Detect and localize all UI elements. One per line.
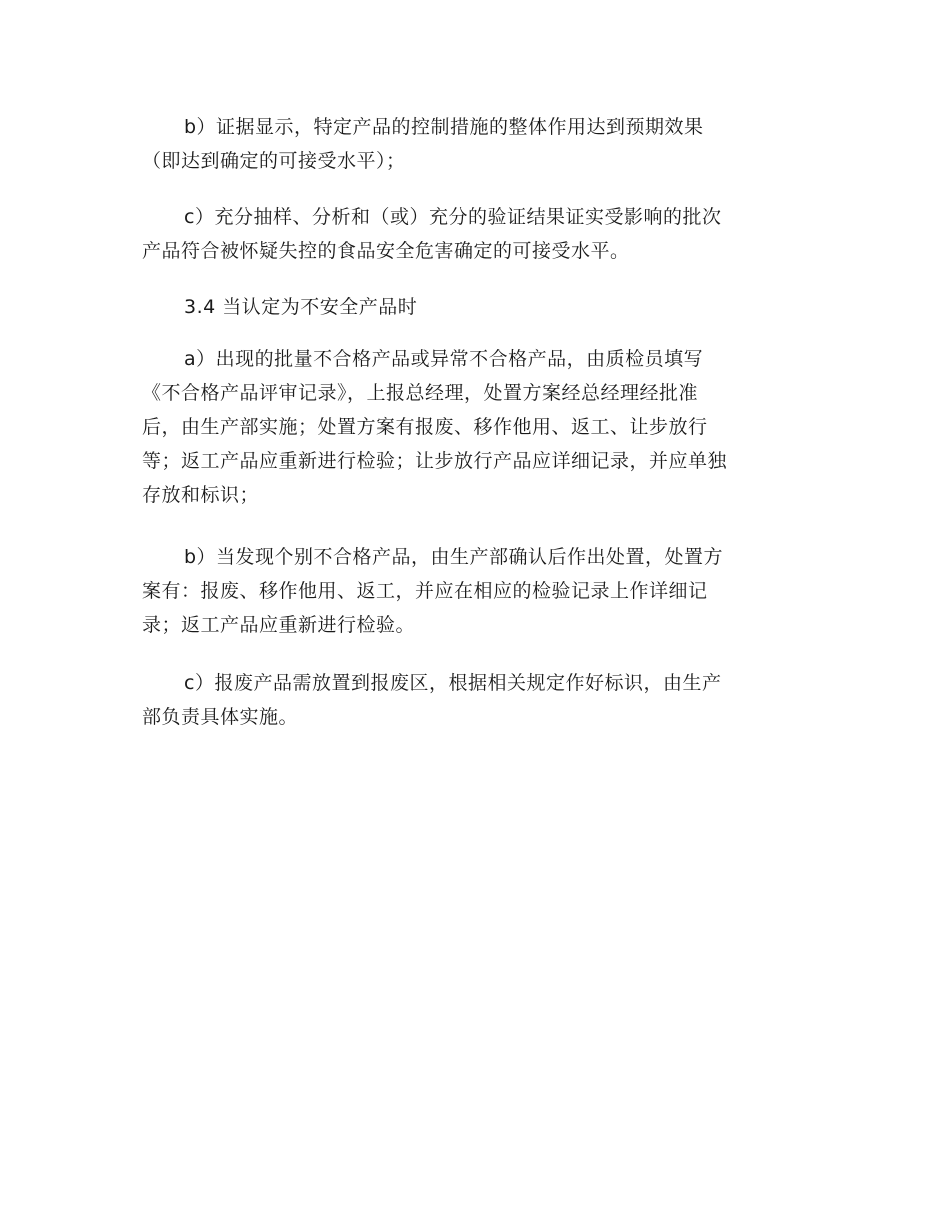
text-line: 录；返工产品应重新进行检验。 — [142, 614, 416, 636]
text-line: 《不合格产品评审记录》，上报总经理，处置方案经总经理经批准 — [142, 382, 699, 404]
text-line: b）证据显示，特定产品的控制措施的整体作用达到预期效果 — [184, 116, 704, 138]
text-line: 产品符合被怀疑失控的食品安全危害确定的可接受水平。 — [142, 240, 630, 262]
section-heading-3-4 — [142, 290, 802, 324]
text-line: 部负责具体实施。 — [142, 706, 299, 728]
paragraph-b-individual-nonconforming — [142, 540, 802, 642]
paragraph-c-sampling — [142, 200, 802, 268]
text-line: 案有：报废、移作他用、返工，并应在相应的检验记录上作详细记 — [142, 580, 708, 602]
text-line: b）当发现个别不合格产品，由生产部确认后作出处置，处置方 — [184, 546, 724, 568]
text-line: 后，由生产部实施；处置方案有报废、移作他用、返工、让步放行 — [142, 416, 708, 438]
text-line: c）报废产品需放置到报废区，根据相关规定作好标识，由生产 — [184, 672, 722, 694]
text-line: 存放和标识； — [142, 484, 260, 506]
paragraph-b-evidence — [142, 110, 802, 178]
text-line: a）出现的批量不合格产品或异常不合格产品，由质检员填写 — [184, 348, 704, 370]
text-line: （即达到确定的可接受水平）； — [142, 150, 406, 172]
section-title: 3.4 当认定为不安全产品时 — [184, 296, 418, 318]
text-line: c）充分抽样、分析和（或）充分的验证结果证实受影响的批次 — [184, 206, 722, 228]
paragraph-c-scrap — [142, 666, 802, 734]
paragraph-a-batch-nonconforming — [142, 342, 802, 512]
text-line: 等；返工产品应重新进行检验；让步放行产品应详细记录，并应单独 — [142, 450, 728, 472]
